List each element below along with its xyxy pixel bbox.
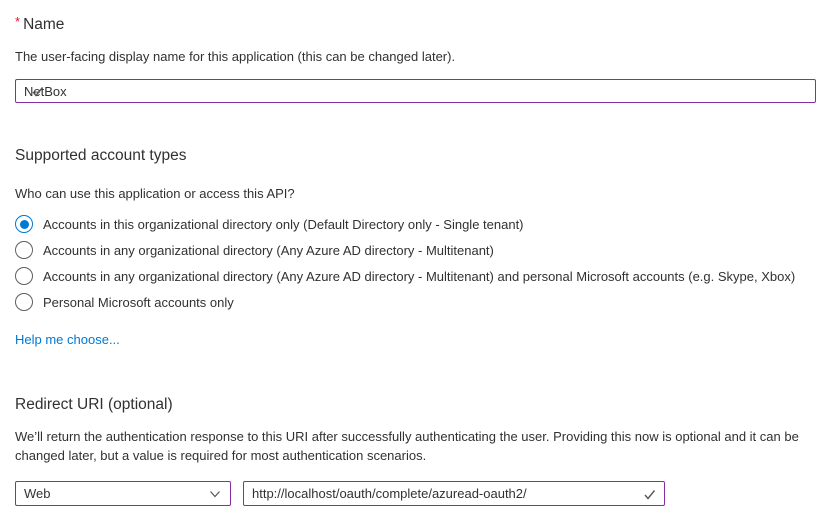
account-types-radio-group — [15, 211, 815, 315]
radio-button-icon[interactable] — [15, 267, 33, 285]
name-section — [15, 12, 815, 103]
redirect-uri-input[interactable] — [243, 481, 665, 506]
name-title-text: Name — [23, 16, 65, 33]
name-description: The user-facing display name for this application (this can be changed later). — [15, 49, 456, 64]
account-types-question: Who can use this application or access this API? — [15, 186, 295, 201]
chevron-down-icon[interactable] — [208, 487, 222, 501]
radio-label[interactable]: Accounts in any organizational directory (Any Azure AD directory - Multitenant) and personal Microsoft accounts (e.g. Skype, Xbox) — [43, 268, 796, 284]
radio-button-icon[interactable] — [15, 293, 33, 311]
name-input-wrap — [15, 79, 815, 103]
redirect-uri-controls — [15, 481, 815, 506]
redirect-uri-description: We’ll return the authentication response to this URI after successfully authenticating the user. Providing this now is optional and it can be changed later, but a value is required for most authentication scenarios. — [15, 429, 799, 463]
required-asterisk: * — [15, 14, 21, 29]
radio-single-tenant[interactable] — [15, 211, 815, 237]
radio-multitenant-personal[interactable] — [15, 263, 815, 289]
account-types-title: Supported account types — [15, 147, 187, 164]
platform-dropdown-value: Web — [24, 486, 51, 501]
help-me-choose-link[interactable]: Help me choose... — [15, 332, 120, 347]
platform-dropdown[interactable] — [15, 481, 231, 506]
radio-personal-only[interactable] — [15, 289, 815, 315]
name-section-title — [15, 12, 815, 35]
redirect-uri-title: Redirect URI (optional) — [15, 396, 173, 413]
uri-input-wrap — [243, 481, 665, 506]
name-input[interactable] — [15, 79, 816, 103]
radio-multitenant[interactable] — [15, 237, 815, 263]
radio-button-icon[interactable] — [15, 215, 33, 233]
radio-label[interactable]: Personal Microsoft accounts only — [43, 294, 234, 310]
account-types-section — [15, 146, 815, 349]
redirect-uri-section — [15, 395, 815, 506]
radio-label[interactable]: Accounts in any organizational directory (Any Azure AD directory - Multitenant) — [43, 242, 494, 258]
radio-label[interactable]: Accounts in this organizational directory only (Default Directory only - Single tenant) — [43, 216, 524, 232]
radio-button-icon[interactable] — [15, 241, 33, 259]
